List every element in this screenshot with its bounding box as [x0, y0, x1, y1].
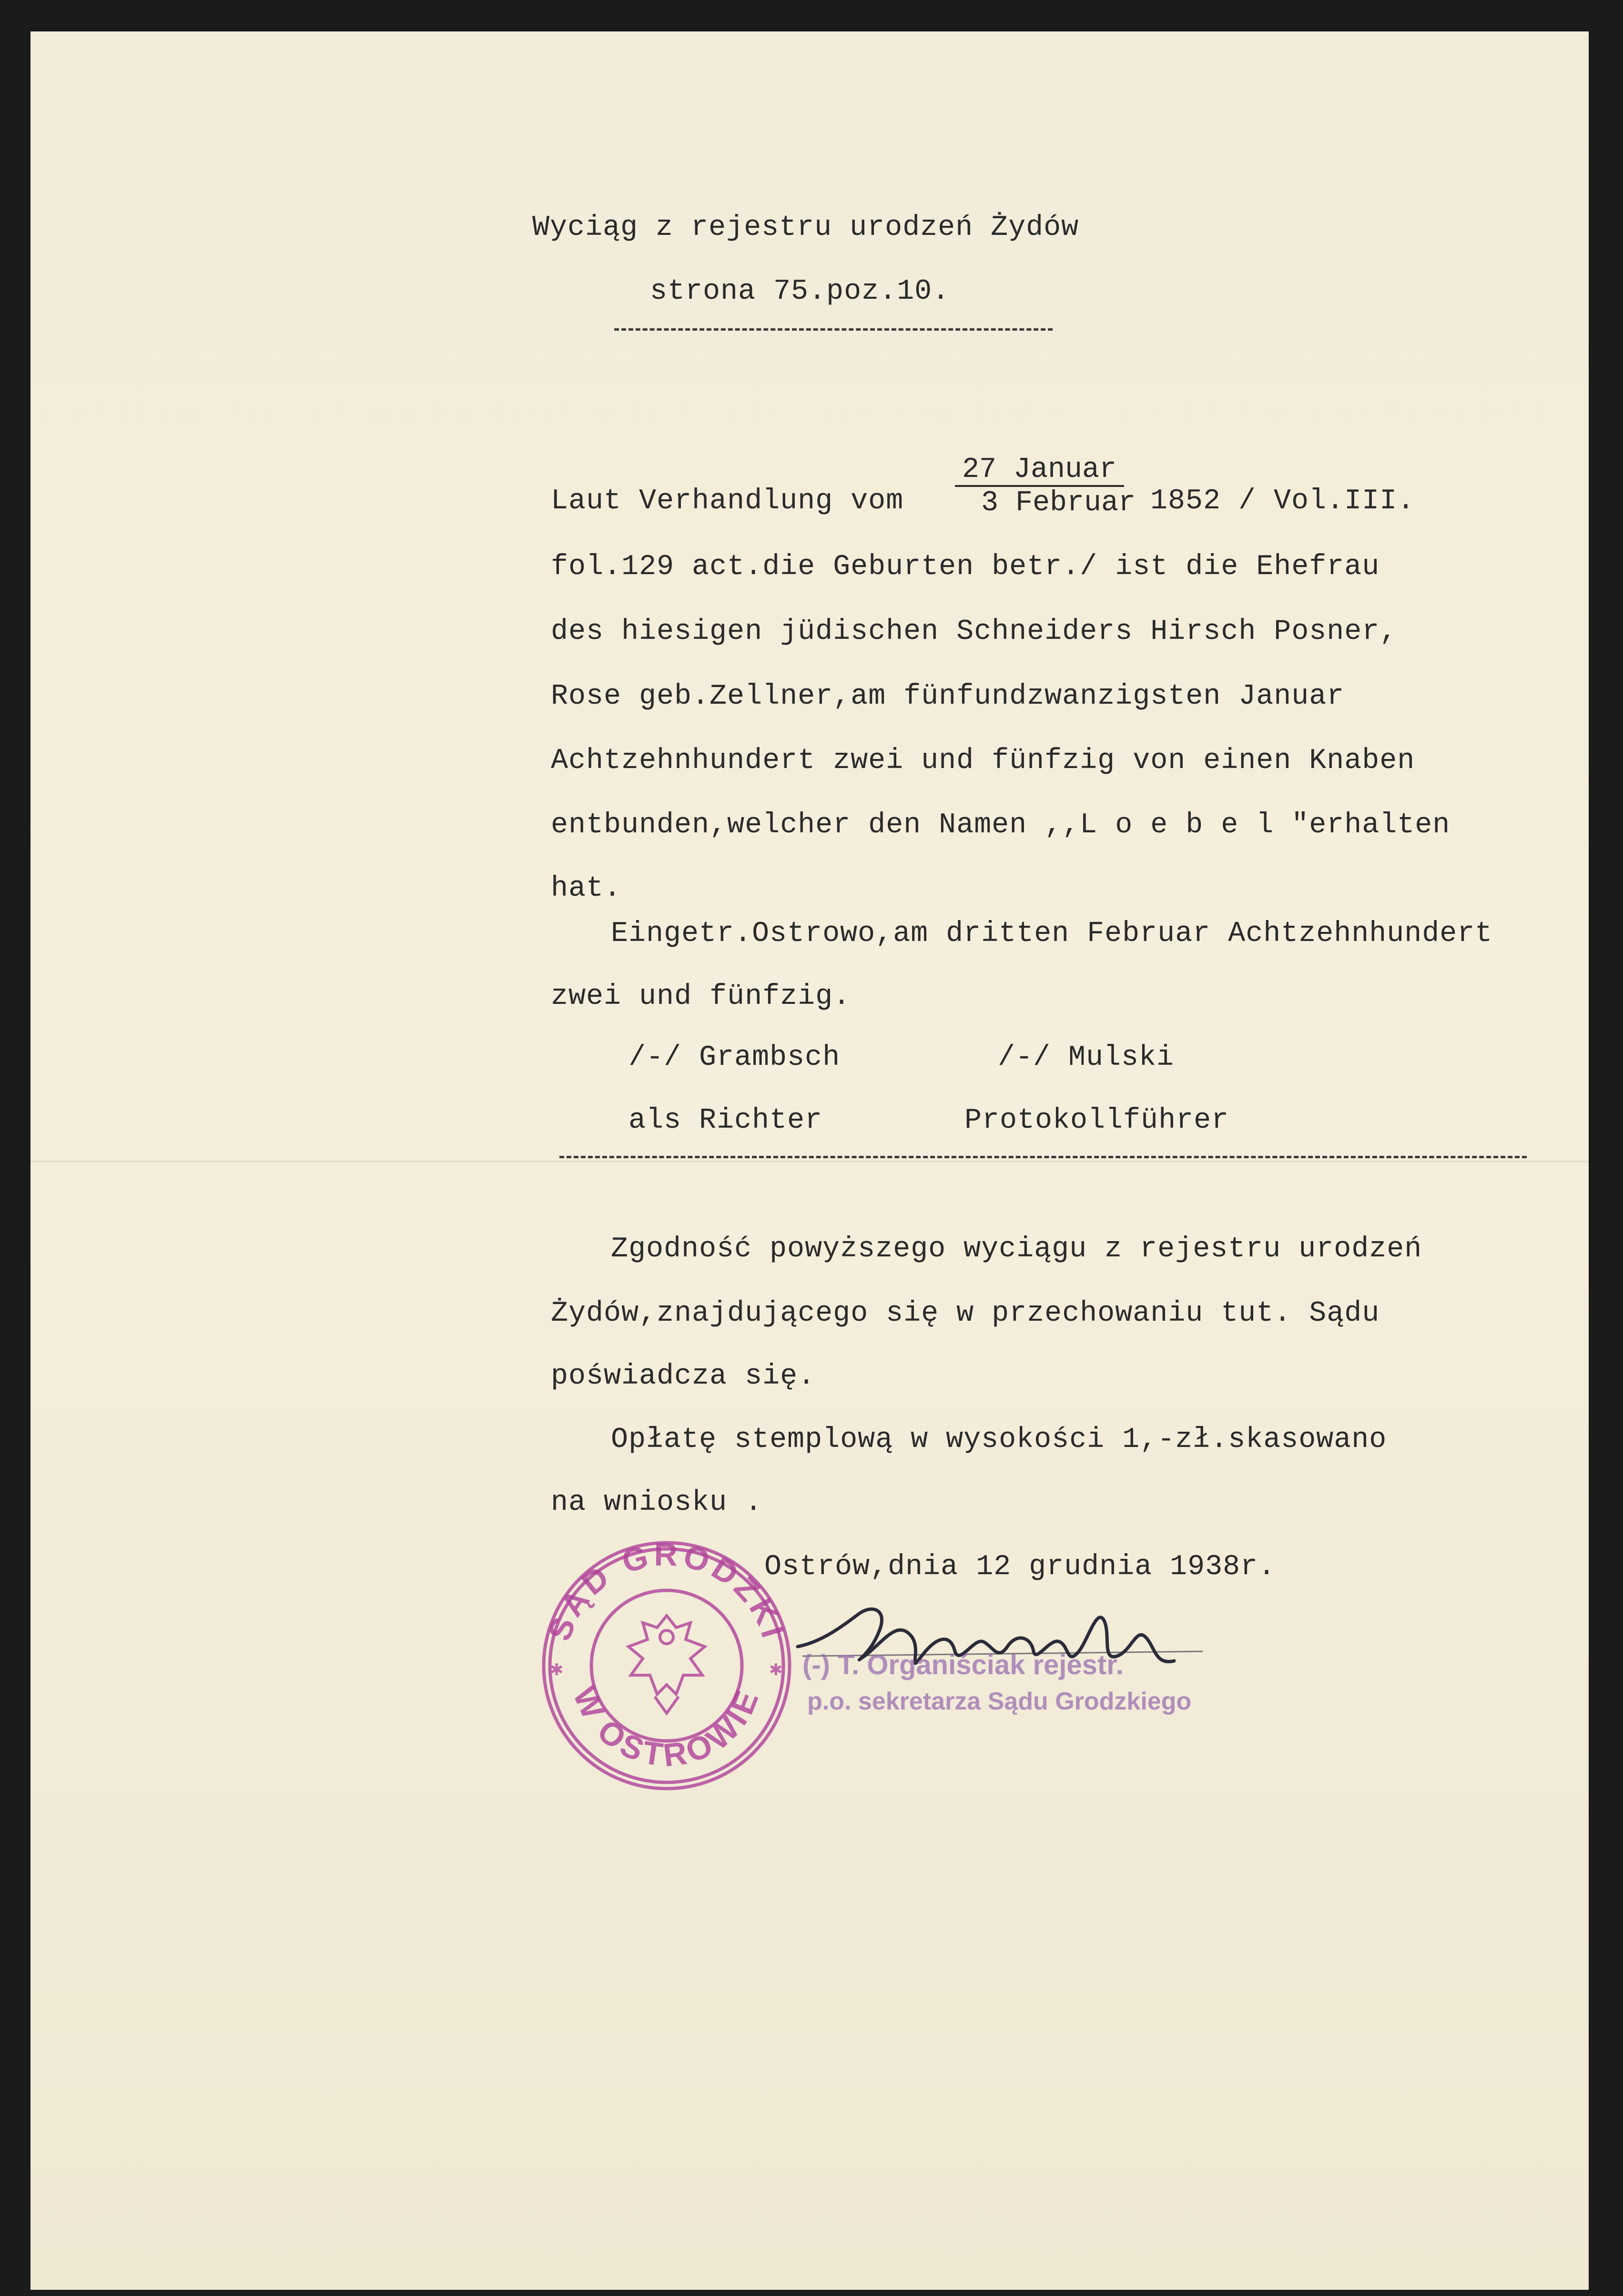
entry-line-2: zwei und fünfzig. — [551, 981, 851, 1013]
document-reference: strona 75.poz.10. — [650, 275, 950, 308]
svg-text:✱: ✱ — [550, 1660, 564, 1679]
date-lower: 3 Februar — [981, 487, 1136, 519]
seal-lettering: SĄD GRODZKI — [541, 1536, 792, 1646]
left-signature-name: /-/ Grambsch — [629, 1042, 841, 1074]
court-seal-stamp — [533, 1532, 800, 1799]
left-signature-role: als Richter — [629, 1104, 823, 1137]
certification-line: poświadcza się. — [551, 1360, 816, 1393]
body-line: des hiesigen jüdischen Schneiders Hirsch Posner, — [551, 616, 1398, 648]
body-line-1-start: Laut Verhandlung vom — [551, 485, 904, 517]
right-signature-role: Protokollführer — [964, 1104, 1229, 1137]
section-divider — [559, 1156, 1527, 1158]
eagle-emblem-icon — [629, 1616, 705, 1713]
body-line: Rose geb.Zellner,am fünfundzwanzigsten Januar — [551, 680, 1345, 713]
header-divider — [614, 328, 1053, 331]
svg-text:✱: ✱ — [769, 1660, 783, 1679]
body-line: entbunden,welcher den Namen ,,L o e b e l "erhalten — [551, 809, 1451, 841]
body-line-1-end: 1852 / Vol.III. — [1150, 485, 1415, 517]
seal-lettering: W OSTROWIE — [566, 1681, 767, 1774]
right-signature-name: /-/ Mulski — [998, 1042, 1175, 1074]
certification-line: Zgodność powyższego wyciągu z rejestru urodzeń — [611, 1233, 1422, 1265]
role-stamp-line: p.o. sekretarza Sądu Grodzkiego — [807, 1688, 1192, 1715]
fee-line-2: na wniosku . — [551, 1487, 763, 1519]
place-date: Ostrów,dnia 12 grudnia 1938r. — [764, 1551, 1276, 1583]
entry-line-1: Eingetr.Ostrowo,am dritten Februar Achtzehnhundert — [611, 918, 1493, 950]
document-page — [30, 31, 1589, 2290]
body-line: fol.129 act.die Geburten betr./ ist die Ehefrau — [551, 551, 1380, 583]
body-line: hat. — [551, 872, 622, 905]
document-title: Wyciąg z rejestru urodzeń Żydów — [532, 212, 1079, 244]
certification-line: Żydów,znajdującego się w przechowaniu tut. Sądu — [551, 1297, 1380, 1330]
name-stamp-line: (-) T. Organiściak rejestr. — [802, 1649, 1124, 1680]
page-fold — [30, 1161, 1589, 1163]
date-upper: 27 Januar — [962, 454, 1117, 486]
body-line: Achtzehnhundert zwei und fünfzig von einen Knaben — [551, 745, 1415, 777]
fee-line-1: Opłatę stemplową w wysokości 1,-zł.skasowano — [611, 1424, 1387, 1456]
